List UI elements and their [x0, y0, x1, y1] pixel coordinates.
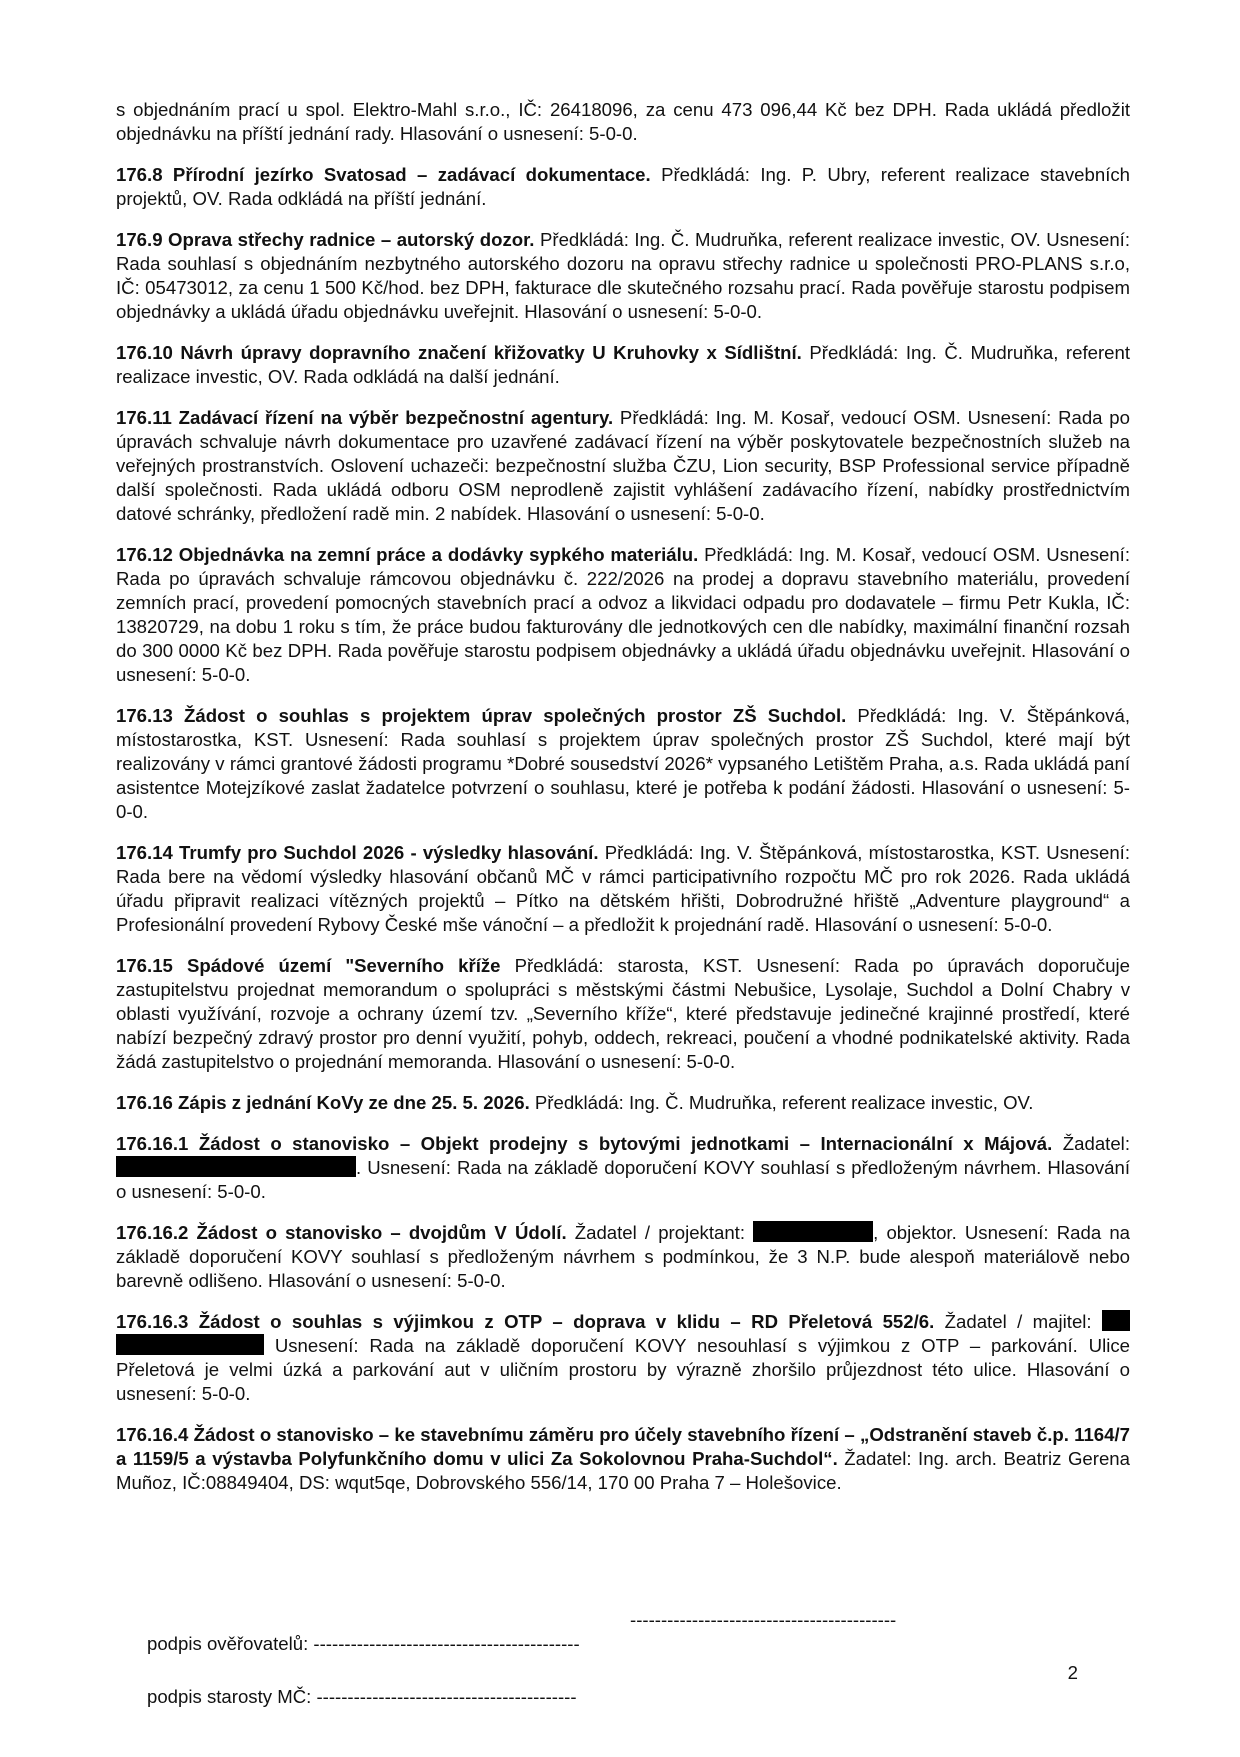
item-176-13: [116, 704, 1130, 824]
item-text: Usnesení: Rada na základě doporučení KOVY nesouhlasí s výjimkou z OTP – parkování. Ulice Přeletová je velmi úzká a parkování aut v uličním prostoru by výrazně zhoršilo průjezdnost této ulice. Hlasování o usnesení: 5-0-0.: [116, 1335, 1130, 1404]
item-176-16-4: [116, 1423, 1130, 1495]
item-text: Předkládá: Ing. Č. Mudruňka, referent realizace investic, OV. Usnesení: Rada souhlasí s objednáním nezbytného autorského dozoru na opravu střechy radnice u společnosti PRO-PLANS s.r.o, IČ: 05473012, za cenu 1 500 Kč/hod. bez DPH, fakturace dle skutečného rozsahu prací. Rada pověřuje starostu podpisem objednávky a ukládá úřadu objednávku uveřejnit. Hlasování o usnesení: 5-0-0.: [116, 229, 1130, 322]
item-heading: 176.9 Oprava střechy radnice – autorský dozor.: [116, 229, 535, 250]
item-text: Předkládá: Ing. M. Kosař, vedoucí OSM. Usnesení: Rada po úpravách schvaluje návrh dokumentace pro uzavřené zadávací řízení na výběr poskytovatele bezpečnostních služeb na veřejných prostranstvích. Oslovení uchazeči: bezpečnostní služba ČZU, Lion security, BSP Professional service případně další společnosti. Rada ukládá odboru OSM neprodleně zajistit vyhlášení zadávacího řízení, nabídky prostřednictvím datové schránky, předložení radě min. 2 nabídek. Hlasování o usnesení: 5-0-0.: [116, 407, 1130, 524]
item-heading: 176.16 Zápis z jednání KoVy ze dne 25. 5. 2026.: [116, 1092, 530, 1113]
item-text: Žadatel / projektant:: [566, 1222, 754, 1243]
item-text: . Usnesení: Rada na základě doporučení KOVY souhlasí s předloženým návrhem. Hlasování o usnesení: 5-0-0.: [116, 1157, 1130, 1202]
item-heading: 176.15 Spádové území "Severního kříže: [116, 955, 501, 976]
item-176-14: [116, 841, 1130, 937]
item-heading: 176.10 Návrh úpravy dopravního značení křižovatky U Kruhovky x Sídlištní.: [116, 342, 802, 363]
mayor-signature-line: [116, 1661, 1130, 1707]
item-text: Předkládá: Ing. V. Štěpánková, místostarostka, KST. Usnesení: Rada souhlasí s projektem úprav společných prostor ZŠ Suchdol, které mají být realizovány v rámci grantové žádosti programu *Dobré sousedství 2026* vypsaného Letištěm Praha, a.s. Rada ukládá paní asistentce Motejzíkové zaslat žadatelce potvrzení o souhlasu, které je potřeba k podání žádosti. Hlasování o usnesení: 5-0-0.: [116, 705, 1130, 822]
item-176-16-1: [116, 1132, 1130, 1204]
item-heading: 176.16.1 Žádost o stanovisko – Objekt prodejny s bytovými jednotkami – Internacionální x Májová.: [116, 1133, 1053, 1154]
item-text: Předkládá: Ing. Č. Mudruňka, referent realizace investic, OV.: [529, 1092, 1034, 1113]
item-heading: 176.16.2 Žádost o stanovisko – dvojdům V Údolí.: [116, 1222, 567, 1243]
redaction-bar: [753, 1221, 873, 1242]
item-176-16-2: [116, 1221, 1130, 1293]
item-heading: 176.11 Zadávací řízení na výběr bezpečnostní agentury.: [116, 407, 614, 428]
item-text: , objektor. Usnesení: Rada na základě doporučení KOVY souhlasí s předloženým návrhem s podmínkou, že 3 N.P. bude alespoň materiálově nebo barevně odlišeno. Hlasování o usnesení: 5-0-0.: [116, 1222, 1130, 1291]
item-176-9: [116, 228, 1130, 324]
item-heading: 176.12 Objednávka na zemní práce a dodávky sypkého materiálu.: [116, 544, 699, 565]
item-176-8: [116, 163, 1130, 211]
item-176-16: [116, 1091, 1130, 1115]
page-number: 2: [1067, 1662, 1078, 1683]
item-176-16-3: [116, 1310, 1130, 1406]
item-heading: 176.16.4 Žádost o stanovisko – ke stavebnímu záměru pro účely stavebního řízení – „Odstranění staveb č.p. 1164/7 a 1159/5 a výstavba Polyfunkčního domu v ulici Za Sokolovnou Praha-Suchdol“.: [116, 1424, 1130, 1469]
item-176-12: [116, 543, 1130, 687]
redaction-bar: [116, 1334, 264, 1355]
item-text: Žadatel: Ing. arch. Beatriz Gerena Muñoz, IČ:08849404, DS: wqut5qe, Dobrovského 556/14, 170 00 Praha 7 – Holešovice.: [116, 1448, 1130, 1493]
signature-dash-line: -------------------------------------------: [313, 1633, 580, 1654]
item-heading: 176.16.3 Žádost o souhlas s výjimkou z OTP – doprava v klidu – RD Přeletová 552/6.: [116, 1311, 935, 1332]
paragraph-text: s objednáním prací u spol. Elektro-Mahl s.r.o., IČ: 26418096, za cenu 473 096,44 Kč bez DPH. Rada ukládá předložit objednávku na příští jednání rady. Hlasování o usnesení: 5-0-0.: [116, 99, 1130, 144]
redaction-bar: [1102, 1310, 1130, 1331]
item-text: Žadatel / majitel:: [934, 1311, 1102, 1332]
signature-dash-line: -------------------------------------------: [630, 1609, 897, 1630]
item-heading: 176.14 Trumfy pro Suchdol 2026 - výsledky hlasování.: [116, 842, 599, 863]
item-text: Předkládá: Ing. M. Kosař, vedoucí OSM. Usnesení: Rada po úpravách schvaluje rámcovou objednávku č. 222/2026 na prodej a dopravu stavebního materiálu, provedení zemních prací, provedení pomocných stavebních prací a odvoz a likvidaci odpadu pro dodavatele – firmu Petr Kukla, IČ: 13820729, na dobu 1 roku s tím, že práce budou fakturovány dle jednotkových cen dle nabídky, maximální finanční rozsah do 300 0000 Kč bez DPH. Rada pověřuje starostu podpisem objednávky a ukládá úřadu objednávku uveřejnit. Hlasování o usnesení: 5-0-0.: [116, 544, 1131, 685]
item-text: Žadatel:: [1052, 1133, 1130, 1154]
document-body: [116, 98, 1130, 1512]
item-text: Předkládá: Ing. Č. Mudruňka, referent realizace investic, OV. Rada odkládá na další jednání.: [116, 342, 1130, 387]
item-176-15: [116, 954, 1130, 1074]
item-heading: 176.13 Žádost o souhlas s projektem úprav společných prostor ZŠ Suchdol.: [116, 705, 847, 726]
signature-dash-line: ------------------------------------------: [316, 1686, 577, 1707]
paragraph-order-electro-mahl: [116, 98, 1130, 146]
verifiers-signature-line: [116, 1608, 1130, 1654]
redaction-bar: [116, 1156, 356, 1177]
item-text: Předkládá: starosta, KST. Usnesení: Rada po úpravách doporučuje zastupitelstvu projednat memorandum o spolupráci s městskými částmi Nebušice, Lysolaje, Suchdol a Dolní Chabry v oblasti využívání, rozvoje a ochrany území tzv. „Severního kříže“, které představuje jedinečné krajinné prostředí, které nabízí bezpečný zdravý prostor pro denní využití, pohyb, oddech, rekreaci, poučení a vhodné podnikatelské aktivity. Rada žádá zastupitelstvo o projednání memoranda. Hlasování o usnesení: 5-0-0.: [116, 955, 1131, 1072]
mayor-signature-label: podpis starosty MČ:: [147, 1686, 317, 1707]
item-text: Předkládá: Ing. P. Ubry, referent realizace stavebních projektů, OV. Rada odkládá na příští jednání.: [116, 164, 1130, 209]
item-176-10: [116, 341, 1130, 389]
signature-block: [116, 1608, 1130, 1714]
item-heading: 176.8 Přírodní jezírko Svatosad – zadávací dokumentace.: [116, 164, 651, 185]
item-176-11: [116, 406, 1130, 526]
item-text: Předkládá: Ing. V. Štěpánková, místostarostka, KST. Usnesení: Rada bere na vědomí výsledky hlasování občanů MČ v rámci participativního rozpočtu MČ pro rok 2026. Rada ukládá úřadu připravit realizaci vítězných projektů – Pítko na dětském hřišti, Dobrodružné hřiště „Adventure playground“ a Profesionální provedení Rybovy České mše vánoční – a předložit k projednání radě. Hlasování o usnesení: 5-0-0.: [116, 842, 1130, 935]
verifiers-signature-label: podpis ověřovatelů:: [147, 1633, 314, 1654]
